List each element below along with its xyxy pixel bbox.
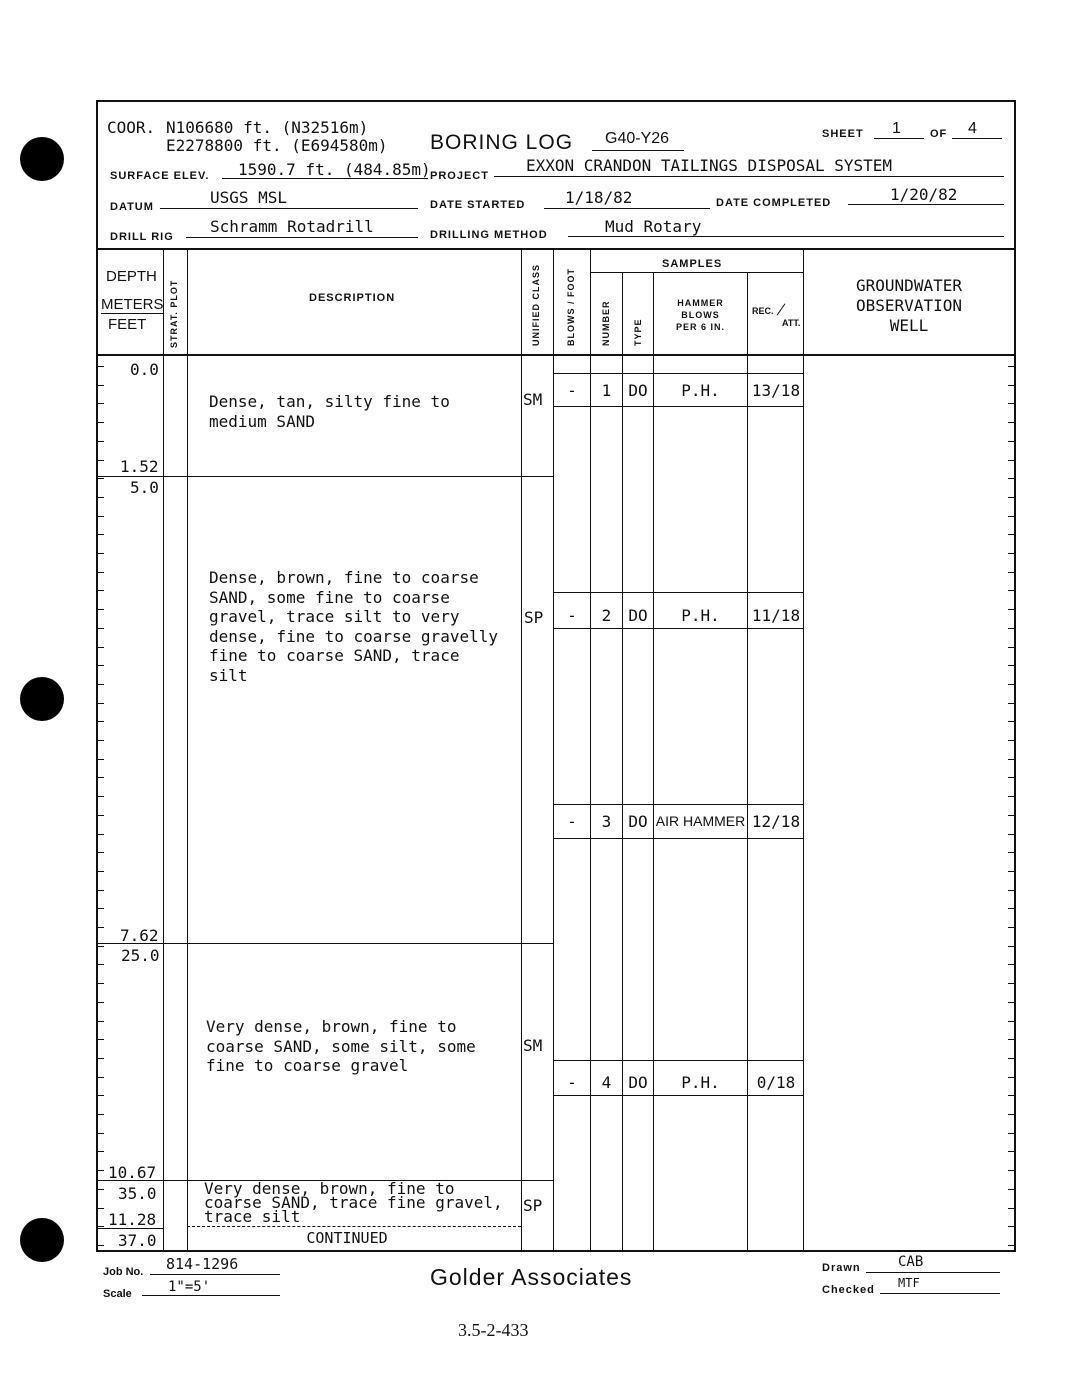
sample-recovery: 12/18 xyxy=(751,812,801,831)
col-line-type xyxy=(653,272,654,1250)
datum-line xyxy=(160,208,418,209)
surface-elev-label: SURFACE ELEV. xyxy=(110,170,210,182)
meters-header: METERS xyxy=(101,296,164,313)
depth-tick xyxy=(1008,740,1016,741)
depth-tick xyxy=(1008,927,1016,928)
continued-label: CONTINUED xyxy=(306,1229,388,1247)
stratum-class: SP xyxy=(523,1196,543,1215)
datum-value: USGS MSL xyxy=(210,188,288,207)
depth-tick xyxy=(1008,1151,1016,1152)
drilling-method-label: DRILLING METHOD xyxy=(430,229,548,241)
unified-class-header: UNIFIED CLASS xyxy=(531,263,541,346)
strat-plot-header: STRAT. PLOT xyxy=(169,279,179,348)
depth-tick xyxy=(96,759,104,760)
depth-tick xyxy=(1008,1095,1016,1096)
depth-tick xyxy=(96,815,104,816)
depth-tick xyxy=(1008,403,1016,404)
depth-tick xyxy=(1008,665,1016,666)
hammer-header-line3: PER 6 IN. xyxy=(675,322,725,332)
depth-tick xyxy=(1008,590,1016,591)
surface-elev-line xyxy=(222,178,428,179)
stratum-class: SM xyxy=(523,1036,543,1055)
depth-tick xyxy=(96,1039,104,1040)
sheet-total: 4 xyxy=(968,120,977,137)
hammer-header-line2: BLOWS xyxy=(681,310,720,320)
type-header: TYPE xyxy=(633,318,643,346)
depth-tick xyxy=(1008,796,1016,797)
project-line xyxy=(494,176,1004,177)
sample-number: 3 xyxy=(601,812,612,831)
depth-tick xyxy=(1008,572,1016,573)
depth-header: DEPTH xyxy=(106,268,157,285)
depth-tick xyxy=(96,609,104,610)
groundwater-header-line2: OBSERVATION xyxy=(856,296,962,315)
depth-tick xyxy=(1008,1226,1016,1227)
depth-label: 5.0 xyxy=(130,478,159,497)
depth-tick xyxy=(1008,366,1016,367)
job-no-value: 814-1296 xyxy=(166,1255,239,1273)
stratum-description: Dense, tan, silty fine to medium SAND xyxy=(209,392,450,431)
depth-label: 7.62 xyxy=(120,926,159,945)
depth-tick xyxy=(1008,1245,1016,1246)
number-header: NUMBER xyxy=(601,300,611,346)
sheet-total-line xyxy=(952,138,1002,139)
checked-value: MTF xyxy=(898,1276,920,1290)
depth-label: 0.0 xyxy=(130,360,159,379)
depth-label: 25.0 xyxy=(121,946,160,965)
sheet-number-line xyxy=(874,138,924,139)
sample-row-bottom xyxy=(553,406,803,407)
depth-tick xyxy=(1008,1058,1016,1059)
page-number: 3.5-2-433 xyxy=(458,1320,529,1340)
depth-tick xyxy=(96,721,104,722)
stratum-description: Dense, brown, fine to coarse SAND, some fine to coarse gravel, trace silt to very dense, fine to coarse gravelly fine to coarse SAND, trace silt xyxy=(209,568,498,685)
depth-tick xyxy=(1008,1170,1016,1171)
groundwater-header-line1: GROUNDWATER xyxy=(856,276,962,295)
depth-tick xyxy=(1008,1039,1016,1040)
hammer-header-line1: HAMMER xyxy=(677,298,724,308)
sample-hammer: P.H. xyxy=(681,381,720,400)
depth-tick xyxy=(1008,703,1016,704)
depth-tick xyxy=(96,1226,104,1227)
depth-tick xyxy=(96,422,104,423)
depth-tick xyxy=(1008,1077,1016,1078)
drill-rig-value: Schramm Rotadrill xyxy=(210,217,374,236)
stratum-boundary xyxy=(96,476,553,477)
depth-tick xyxy=(1008,852,1016,853)
groundwater-header xyxy=(806,276,1012,336)
sample-row-top xyxy=(553,804,803,805)
depth-tick xyxy=(1008,1189,1016,1190)
sample-type: DO xyxy=(628,381,648,400)
sample-type: DO xyxy=(628,606,648,625)
depth-tick xyxy=(96,871,104,872)
samples-header: SAMPLES xyxy=(662,258,723,270)
depth-tick xyxy=(1008,721,1016,722)
depth-tick xyxy=(96,1133,104,1134)
sample-blows: - xyxy=(567,812,577,831)
depth-tick xyxy=(96,590,104,591)
sample-number: 2 xyxy=(601,606,612,625)
stratum-class: SM xyxy=(523,390,543,409)
depth-tick xyxy=(1008,441,1016,442)
depth-tick xyxy=(96,1095,104,1096)
scale-label: Scale xyxy=(103,1288,132,1300)
checked-line xyxy=(880,1293,1000,1294)
sample-recovery: 13/18 xyxy=(751,381,801,400)
datum-label: DATUM xyxy=(110,201,154,213)
depth-tick xyxy=(1008,1002,1016,1003)
depth-tick xyxy=(96,1058,104,1059)
depth-tick xyxy=(1008,890,1016,891)
depth-tick xyxy=(96,927,104,928)
depth-tick xyxy=(96,441,104,442)
sample-blows: - xyxy=(567,381,577,400)
sample-blows: - xyxy=(567,1073,577,1092)
checked-label: Checked xyxy=(822,1284,875,1296)
table-bottom-border xyxy=(96,1250,1016,1252)
depth-tick xyxy=(96,497,104,498)
depth-tick xyxy=(1008,1021,1016,1022)
depth-label: 37.0 xyxy=(118,1231,157,1250)
depth-tick xyxy=(1008,684,1016,685)
sheet-label: SHEET xyxy=(822,128,864,140)
date-started-value: 1/18/82 xyxy=(565,188,633,207)
depth-tick xyxy=(1008,871,1016,872)
sample-recovery: 11/18 xyxy=(751,606,801,625)
date-started-line xyxy=(544,208,710,209)
depth-tick xyxy=(96,647,104,648)
depth-tick xyxy=(1008,834,1016,835)
sample-type: DO xyxy=(628,1073,648,1092)
col-line-strat xyxy=(187,248,188,1250)
job-no-line xyxy=(150,1274,280,1275)
depth-tick xyxy=(96,964,104,965)
depth-tick xyxy=(96,908,104,909)
coor-label: COOR. xyxy=(107,118,156,137)
date-completed-label: DATE COMPLETED xyxy=(716,197,832,209)
company-name: Golder Associates xyxy=(430,1264,633,1290)
sample-number: 4 xyxy=(601,1073,612,1092)
rec-header: REC. xyxy=(752,306,774,316)
depth-tick xyxy=(1008,964,1016,965)
depth-label: 10.67 xyxy=(108,1163,157,1182)
depth-boundary xyxy=(96,1228,163,1229)
depth-tick xyxy=(96,834,104,835)
depth-label: 11.28 xyxy=(108,1210,157,1229)
depth-tick xyxy=(1008,647,1016,648)
depth-tick xyxy=(96,1151,104,1152)
depth-tick xyxy=(96,572,104,573)
groundwater-header-line3: WELL xyxy=(889,316,929,335)
table-top-border xyxy=(96,248,1016,250)
depth-tick xyxy=(1008,1208,1016,1209)
sample-hammer: AIR HAMMER xyxy=(655,813,746,829)
depth-tick xyxy=(1008,759,1016,760)
depth-tick xyxy=(96,1208,104,1209)
stratum-boundary xyxy=(96,943,553,944)
depth-tick xyxy=(96,852,104,853)
col-line-depth xyxy=(163,248,164,1250)
date-completed-value: 1/20/82 xyxy=(890,185,958,204)
binder-hole-middle xyxy=(20,677,64,721)
depth-tick xyxy=(96,1114,104,1115)
binder-hole-top xyxy=(20,137,64,181)
stratum-boundary-dashed xyxy=(187,1226,521,1227)
depth-label: 1.52 xyxy=(120,457,159,476)
stratum-class: SP xyxy=(524,608,544,627)
boring-id-line xyxy=(592,150,684,151)
drilling-method-line xyxy=(568,236,1004,237)
of-label: OF xyxy=(930,128,948,140)
depth-tick xyxy=(96,1245,104,1246)
drill-rig-line xyxy=(186,237,418,238)
depth-tick xyxy=(1008,609,1016,610)
depth-tick xyxy=(96,1189,104,1190)
depth-tick xyxy=(96,983,104,984)
sample-row-bottom xyxy=(553,628,803,629)
depth-tick xyxy=(96,516,104,517)
depth-tick xyxy=(1008,908,1016,909)
hammer-header xyxy=(654,297,747,333)
depth-tick xyxy=(96,1021,104,1022)
stratum-description: Very dense, brown, fine to coarse SAND, trace fine gravel, trace silt xyxy=(204,1179,503,1226)
coor-northing: N106680 ft. (N32516m) xyxy=(166,118,369,137)
project-value: EXXON CRANDON TAILINGS DISPOSAL SYSTEM xyxy=(526,156,893,175)
samples-subheader-line xyxy=(590,272,803,273)
depth-tick xyxy=(96,1002,104,1003)
depth-tick xyxy=(96,534,104,535)
depth-tick xyxy=(96,890,104,891)
feet-header: FEET xyxy=(108,316,147,333)
depth-tick xyxy=(96,946,104,947)
depth-tick xyxy=(1008,460,1016,461)
att-header: ATT. xyxy=(782,318,801,328)
sample-row-bottom xyxy=(553,838,803,839)
depth-tick xyxy=(96,403,104,404)
drawn-value: CAB xyxy=(898,1254,924,1270)
table-header-bottom-border xyxy=(96,354,1016,356)
depth-tick xyxy=(1008,385,1016,386)
project-label: PROJECT xyxy=(430,170,489,182)
depth-tick xyxy=(96,385,104,386)
depth-tick xyxy=(1008,478,1016,479)
depth-tick xyxy=(1008,983,1016,984)
description-header: DESCRIPTION xyxy=(309,292,396,304)
depth-tick xyxy=(1008,1133,1016,1134)
sample-type: DO xyxy=(628,812,648,831)
sample-recovery: 0/18 xyxy=(756,1073,796,1092)
depth-tick xyxy=(1008,553,1016,554)
depth-tick xyxy=(96,553,104,554)
scale-line xyxy=(142,1295,280,1296)
col-line-desc xyxy=(521,248,522,1250)
sample-row-top xyxy=(553,592,803,593)
job-no-label: Job No. xyxy=(103,1266,144,1278)
drawn-label: Drawn xyxy=(822,1262,861,1274)
depth-tick xyxy=(1008,946,1016,947)
depth-tick xyxy=(1008,777,1016,778)
depth-tick xyxy=(1008,422,1016,423)
depth-tick xyxy=(1008,1114,1016,1115)
depth-tick xyxy=(1008,815,1016,816)
stratum-description: Very dense, brown, fine to coarse SAND, some silt, some fine to coarse gravel xyxy=(206,1017,476,1075)
depth-label: 35.0 xyxy=(118,1184,157,1203)
depth-tick xyxy=(96,740,104,741)
drawn-line xyxy=(866,1272,1000,1273)
sample-blows: - xyxy=(567,606,577,625)
sample-row-bottom xyxy=(553,1095,803,1096)
drilling-method-value: Mud Rotary xyxy=(605,217,702,236)
depth-tick xyxy=(1008,516,1016,517)
sample-row-top xyxy=(553,373,803,374)
depth-tick xyxy=(96,665,104,666)
binder-hole-bottom xyxy=(20,1218,64,1262)
depth-tick xyxy=(1008,534,1016,535)
depth-tick xyxy=(96,366,104,367)
drill-rig-label: DRILL RIG xyxy=(110,231,174,243)
depth-tick xyxy=(96,684,104,685)
depth-tick xyxy=(96,796,104,797)
date-completed-line xyxy=(848,204,1004,205)
form-title: BORING LOG xyxy=(430,131,574,154)
depth-tick xyxy=(1008,497,1016,498)
sample-number: 1 xyxy=(601,381,612,400)
depth-tick xyxy=(96,1170,104,1171)
blows-foot-header: BLOWS / FOOT xyxy=(566,268,576,346)
sample-hammer: P.H. xyxy=(681,1073,720,1092)
date-started-label: DATE STARTED xyxy=(430,199,526,211)
depth-tick xyxy=(96,478,104,479)
depth-tick xyxy=(96,628,104,629)
col-line-hammer xyxy=(747,272,748,1250)
sheet-number: 1 xyxy=(892,120,901,137)
sample-hammer: P.H. xyxy=(681,606,720,625)
scale-value: 1"=5' xyxy=(168,1279,211,1295)
surface-elev-value: 1590.7 ft. (484.85m) xyxy=(238,160,431,179)
depth-tick xyxy=(1008,628,1016,629)
col-line-number xyxy=(622,272,623,1250)
boring-id: G40-Y26 xyxy=(605,130,670,147)
depth-tick xyxy=(96,460,104,461)
depth-tick xyxy=(96,703,104,704)
depth-tick xyxy=(96,1077,104,1078)
depth-tick xyxy=(96,777,104,778)
coor-easting: E2278800 ft. (E694580m) xyxy=(166,136,388,155)
sample-row-top xyxy=(553,1060,803,1061)
